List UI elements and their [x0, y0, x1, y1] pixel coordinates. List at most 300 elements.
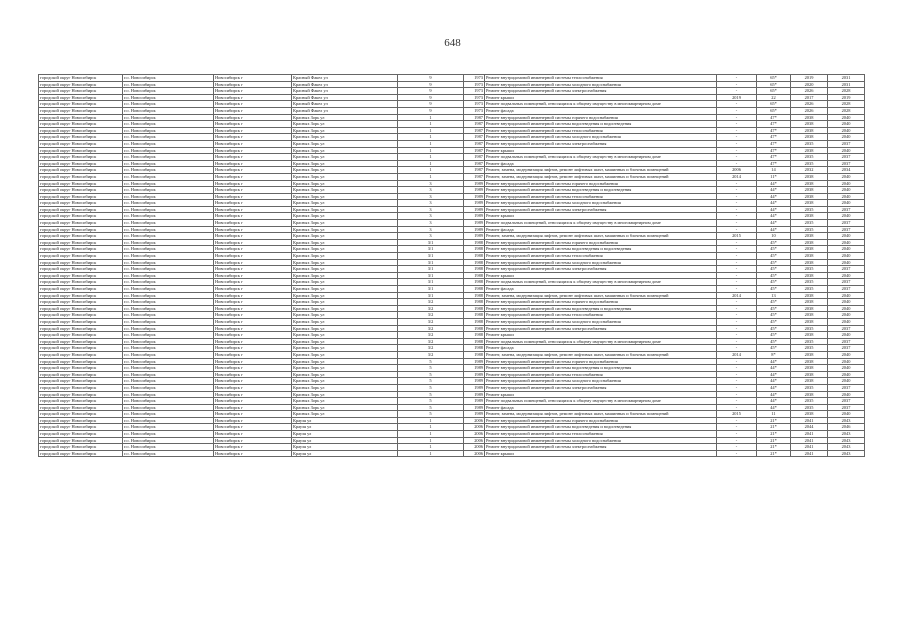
- cell-street: Красный Факел ул: [292, 81, 398, 88]
- table-row: [39, 173, 865, 180]
- cell-plan_to: 2019: [828, 94, 865, 101]
- table-row: [39, 398, 865, 405]
- cell-plan_from: 2041: [791, 437, 828, 444]
- cell-house: 9: [398, 107, 464, 114]
- cell-district: городской округ Новосибирск: [39, 404, 123, 411]
- cell-work: Ремонт внутридомовой инженерной системы горячего водоснабжения: [485, 417, 717, 424]
- cell-settlement: г.о. Новосибирск: [123, 114, 214, 121]
- cell-year: 1989: [464, 220, 485, 227]
- cell-plan_to: 2040: [828, 187, 865, 194]
- cell-plan_to: 2040: [828, 299, 865, 306]
- cell-plan_from: 2038: [791, 147, 828, 154]
- cell-locality: Новосибирск г: [214, 318, 292, 325]
- cell-settlement: г.о. Новосибирск: [123, 259, 214, 266]
- cell-locality: Новосибирск г: [214, 94, 292, 101]
- cell-year: 1989: [464, 187, 485, 194]
- cell-year: 1989: [464, 398, 485, 405]
- cell-house: 5: [398, 378, 464, 385]
- cell-year: 1973: [464, 88, 485, 95]
- cell-work: Ремонт фасада: [485, 160, 717, 167]
- cell-street: Красных Зорь ул: [292, 239, 398, 246]
- cell-locality: Новосибирск г: [214, 206, 292, 213]
- cell-locality: Новосибирск г: [214, 305, 292, 312]
- cell-year: 1973: [464, 107, 485, 114]
- cell-settlement: г.о. Новосибирск: [123, 239, 214, 246]
- cell-work: Ремонт внутридомовой инженерной системы электроснабжения: [485, 206, 717, 213]
- cell-plan_from: 2035: [791, 286, 828, 293]
- cell-house: 9: [398, 101, 464, 108]
- table-row: [39, 121, 865, 128]
- cell-district: городской округ Новосибирск: [39, 239, 123, 246]
- cell-plan_from: 2044: [791, 424, 828, 431]
- cell-settlement: г.о. Новосибирск: [123, 292, 214, 299]
- cell-last_year: -: [717, 391, 757, 398]
- cell-wear: 45*: [757, 325, 791, 332]
- cell-wear: 65*: [757, 88, 791, 95]
- cell-wear: 21*: [757, 437, 791, 444]
- table-row: [39, 206, 865, 213]
- cell-settlement: г.о. Новосибирск: [123, 127, 214, 134]
- table-row: [39, 365, 865, 372]
- cell-plan_to: 2037: [828, 160, 865, 167]
- cell-house: 1: [398, 437, 464, 444]
- cell-plan_from: 2038: [791, 259, 828, 266]
- cell-settlement: г.о. Новосибирск: [123, 325, 214, 332]
- cell-work: Ремонт внутридомовой инженерной системы водоотведения и водоотведения: [485, 305, 717, 312]
- cell-last_year: -: [717, 147, 757, 154]
- cell-settlement: г.о. Новосибирск: [123, 417, 214, 424]
- table-row: [39, 213, 865, 220]
- cell-settlement: г.о. Новосибирск: [123, 411, 214, 418]
- cell-locality: Новосибирск г: [214, 279, 292, 286]
- cell-wear: 47*: [757, 134, 791, 141]
- cell-work: Ремонт внутридомовой инженерной системы горячего водоснабжения: [485, 114, 717, 121]
- cell-locality: Новосибирск г: [214, 398, 292, 405]
- cell-settlement: г.о. Новосибирск: [123, 187, 214, 194]
- cell-plan_to: 2040: [828, 378, 865, 385]
- cell-plan_to: 2037: [828, 325, 865, 332]
- cell-locality: Новосибирск г: [214, 180, 292, 187]
- cell-wear: 44*: [757, 220, 791, 227]
- cell-locality: Новосибирск г: [214, 299, 292, 306]
- table-row: [39, 81, 865, 88]
- cell-locality: Новосибирск г: [214, 371, 292, 378]
- cell-plan_to: 2040: [828, 233, 865, 240]
- cell-last_year: -: [717, 378, 757, 385]
- cell-work: Ремонт внутридомовой инженерной системы теплоснабжения: [485, 127, 717, 134]
- cell-district: городской округ Новосибирск: [39, 424, 123, 431]
- cell-wear: 21*: [757, 450, 791, 457]
- cell-locality: Новосибирск г: [214, 437, 292, 444]
- cell-last_year: -: [717, 345, 757, 352]
- cell-locality: Новосибирск г: [214, 127, 292, 134]
- cell-plan_to: 2040: [828, 371, 865, 378]
- cell-district: городской округ Новосибирск: [39, 292, 123, 299]
- cell-plan_to: 2040: [828, 332, 865, 339]
- cell-wear: 11: [757, 411, 791, 418]
- cell-settlement: г.о. Новосибирск: [123, 279, 214, 286]
- table-row: [39, 279, 865, 286]
- cell-plan_from: 2038: [791, 121, 828, 128]
- cell-street: Красных Зорь ул: [292, 187, 398, 194]
- cell-wear: 45*: [757, 345, 791, 352]
- cell-year: 1987: [464, 114, 485, 121]
- cell-district: городской округ Новосибирск: [39, 345, 123, 352]
- cell-plan_to: 2037: [828, 286, 865, 293]
- cell-year: 2006: [464, 450, 485, 457]
- table-row: [39, 325, 865, 332]
- cell-work: Ремонт крыши: [485, 94, 717, 101]
- cell-work: Ремонт, замена, модернизация лифтов, ремонт лифтовых шахт, машинных и блочных помещений: [485, 233, 717, 240]
- cell-street: Красных Зорь ул: [292, 332, 398, 339]
- cell-settlement: г.о. Новосибирск: [123, 450, 214, 457]
- cell-locality: Новосибирск г: [214, 391, 292, 398]
- cell-settlement: г.о. Новосибирск: [123, 233, 214, 240]
- cell-plan_from: 2038: [791, 332, 828, 339]
- cell-district: городской округ Новосибирск: [39, 121, 123, 128]
- cell-district: городской округ Новосибирск: [39, 312, 123, 319]
- cell-district: городской округ Новосибирск: [39, 114, 123, 121]
- cell-year: 1989: [464, 193, 485, 200]
- cell-district: городской округ Новосибирск: [39, 233, 123, 240]
- cell-locality: Новосибирск г: [214, 253, 292, 260]
- cell-district: городской округ Новосибирск: [39, 134, 123, 141]
- cell-locality: Новосибирск г: [214, 246, 292, 253]
- cell-street: Красных Зорь ул: [292, 266, 398, 273]
- cell-settlement: г.о. Новосибирск: [123, 286, 214, 293]
- cell-street: Красных Зорь ул: [292, 173, 398, 180]
- cell-house: 3/2: [398, 299, 464, 306]
- cell-work: Ремонт крыши: [485, 272, 717, 279]
- cell-work: Ремонт внутридомовой инженерной системы электроснабжения: [485, 444, 717, 451]
- cell-street: Красных Зорь ул: [292, 338, 398, 345]
- cell-locality: Новосибирск г: [214, 450, 292, 457]
- cell-year: 1988: [464, 338, 485, 345]
- cell-district: городской округ Новосибирск: [39, 351, 123, 358]
- cell-settlement: г.о. Новосибирск: [123, 365, 214, 372]
- cell-work: Ремонт внутридомовой инженерной системы горячего водоснабжения: [485, 299, 717, 306]
- cell-last_year: -: [717, 121, 757, 128]
- cell-locality: Новосибирск г: [214, 272, 292, 279]
- cell-last_year: -: [717, 318, 757, 325]
- cell-last_year: -: [717, 450, 757, 457]
- cell-wear: 47*: [757, 154, 791, 161]
- cell-district: городской округ Новосибирск: [39, 279, 123, 286]
- cell-last_year: -: [717, 206, 757, 213]
- table-row: [39, 88, 865, 95]
- cell-house: 1: [398, 424, 464, 431]
- cell-wear: 45*: [757, 253, 791, 260]
- cell-plan_from: 2038: [791, 312, 828, 319]
- cell-work: Ремонт внутридомовой инженерной системы водоотведения и водоотведения: [485, 424, 717, 431]
- table-row: [39, 299, 865, 306]
- cell-locality: Новосибирск г: [214, 312, 292, 319]
- cell-plan_from: 2035: [791, 279, 828, 286]
- table-row: [39, 154, 865, 161]
- table-row: [39, 292, 865, 299]
- cell-house: 3: [398, 206, 464, 213]
- cell-work: Ремонт внутридомовой инженерной системы водоотведения и водоотведения: [485, 246, 717, 253]
- cell-house: 3: [398, 187, 464, 194]
- cell-work: Ремонт, замена, модернизация лифтов, ремонт лифтовых шахт, машинных и блочных помещений: [485, 173, 717, 180]
- cell-plan_to: 2040: [828, 147, 865, 154]
- cell-settlement: г.о. Новосибирск: [123, 404, 214, 411]
- cell-district: городской округ Новосибирск: [39, 101, 123, 108]
- cell-plan_to: 2040: [828, 253, 865, 260]
- table-row: [39, 200, 865, 207]
- table-row: [39, 391, 865, 398]
- cell-plan_to: 2037: [828, 398, 865, 405]
- cell-street: Красных Зорь ул: [292, 292, 398, 299]
- cell-plan_to: 2040: [828, 259, 865, 266]
- cell-work: Ремонт фасада: [485, 345, 717, 352]
- table-row: [39, 134, 865, 141]
- cell-wear: 44*: [757, 187, 791, 194]
- cell-work: Ремонт внутридомовой инженерной системы теплоснабжения: [485, 253, 717, 260]
- cell-locality: Новосибирск г: [214, 259, 292, 266]
- cell-wear: 65*: [757, 81, 791, 88]
- cell-last_year: -: [717, 444, 757, 451]
- cell-street: Красных Зорь ул: [292, 358, 398, 365]
- cell-settlement: г.о. Новосибирск: [123, 206, 214, 213]
- cell-street: Крауля ул: [292, 444, 398, 451]
- cell-district: городской округ Новосибирск: [39, 107, 123, 114]
- cell-settlement: г.о. Новосибирск: [123, 75, 214, 82]
- cell-plan_to: 2037: [828, 206, 865, 213]
- cell-last_year: -: [717, 246, 757, 253]
- cell-last_year: -: [717, 404, 757, 411]
- cell-plan_to: 2037: [828, 345, 865, 352]
- table-row: [39, 233, 865, 240]
- cell-plan_to: 2037: [828, 279, 865, 286]
- table-row: [39, 253, 865, 260]
- cell-last_year: 2015: [717, 411, 757, 418]
- cell-house: 3/2: [398, 312, 464, 319]
- cell-district: городской округ Новосибирск: [39, 94, 123, 101]
- cell-work: Ремонт крыши: [485, 147, 717, 154]
- cell-plan_from: 2038: [791, 200, 828, 207]
- cell-district: городской округ Новосибирск: [39, 75, 123, 82]
- table-row: [39, 239, 865, 246]
- table-row: [39, 246, 865, 253]
- cell-last_year: -: [717, 305, 757, 312]
- cell-plan_from: 2038: [791, 272, 828, 279]
- cell-house: 1: [398, 431, 464, 438]
- cell-settlement: г.о. Новосибирск: [123, 121, 214, 128]
- cell-street: Крауля ул: [292, 417, 398, 424]
- cell-street: Красных Зорь ул: [292, 384, 398, 391]
- cell-house: 3: [398, 180, 464, 187]
- cell-wear: 44*: [757, 384, 791, 391]
- cell-settlement: г.о. Новосибирск: [123, 200, 214, 207]
- cell-locality: Новосибирск г: [214, 239, 292, 246]
- cell-wear: 45*: [757, 239, 791, 246]
- cell-locality: Новосибирск г: [214, 292, 292, 299]
- cell-district: городской округ Новосибирск: [39, 332, 123, 339]
- cell-house: 3/1: [398, 286, 464, 293]
- cell-work: Ремонт крыши: [485, 391, 717, 398]
- cell-wear: 45*: [757, 312, 791, 319]
- cell-district: городской округ Новосибирск: [39, 259, 123, 266]
- cell-plan_to: 2034: [828, 167, 865, 174]
- cell-year: 2006: [464, 417, 485, 424]
- table-row: [39, 444, 865, 451]
- cell-plan_from: 2041: [791, 444, 828, 451]
- table-row: [39, 147, 865, 154]
- cell-wear: 45*: [757, 279, 791, 286]
- cell-plan_from: 2032: [791, 167, 828, 174]
- cell-locality: Новосибирск г: [214, 325, 292, 332]
- cell-work: Ремонт подвальных помещений, относящихся к общему имуществу в многоквартирном доме: [485, 101, 717, 108]
- cell-year: 2006: [464, 431, 485, 438]
- cell-last_year: -: [717, 358, 757, 365]
- cell-plan_from: 2038: [791, 180, 828, 187]
- cell-street: Крауля ул: [292, 431, 398, 438]
- cell-settlement: г.о. Новосибирск: [123, 94, 214, 101]
- cell-last_year: -: [717, 180, 757, 187]
- cell-house: 5: [398, 404, 464, 411]
- cell-settlement: г.о. Новосибирск: [123, 318, 214, 325]
- cell-locality: Новосибирск г: [214, 351, 292, 358]
- cell-plan_to: 2040: [828, 200, 865, 207]
- cell-wear: 44*: [757, 206, 791, 213]
- cell-district: городской округ Новосибирск: [39, 173, 123, 180]
- cell-settlement: г.о. Новосибирск: [123, 299, 214, 306]
- cell-last_year: 2006: [717, 167, 757, 174]
- cell-plan_to: 2040: [828, 213, 865, 220]
- cell-street: Красных Зорь ул: [292, 193, 398, 200]
- cell-wear: 45*: [757, 272, 791, 279]
- cell-wear: 44*: [757, 378, 791, 385]
- cell-district: городской округ Новосибирск: [39, 371, 123, 378]
- cell-plan_from: 2019: [791, 75, 828, 82]
- cell-year: 1988: [464, 246, 485, 253]
- cell-wear: 44*: [757, 365, 791, 372]
- cell-last_year: -: [717, 384, 757, 391]
- cell-work: Ремонт внутридомовой инженерной системы холодного водоснабжения: [485, 259, 717, 266]
- cell-plan_from: 2035: [791, 398, 828, 405]
- cell-wear: 44*: [757, 226, 791, 233]
- cell-last_year: -: [717, 371, 757, 378]
- cell-house: 3/1: [398, 279, 464, 286]
- cell-wear: 44*: [757, 193, 791, 200]
- table-row: [39, 107, 865, 114]
- cell-plan_to: 2043: [828, 431, 865, 438]
- cell-last_year: 2015: [717, 233, 757, 240]
- cell-street: Красных Зорь ул: [292, 127, 398, 134]
- cell-district: городской округ Новосибирск: [39, 154, 123, 161]
- cell-plan_from: 2035: [791, 226, 828, 233]
- cell-settlement: г.о. Новосибирск: [123, 371, 214, 378]
- cell-last_year: -: [717, 200, 757, 207]
- cell-wear: 44*: [757, 398, 791, 405]
- cell-locality: Новосибирск г: [214, 167, 292, 174]
- cell-settlement: г.о. Новосибирск: [123, 266, 214, 273]
- cell-street: Красных Зорь ул: [292, 134, 398, 141]
- cell-wear: 47*: [757, 127, 791, 134]
- cell-district: городской округ Новосибирск: [39, 81, 123, 88]
- cell-settlement: г.о. Новосибирск: [123, 431, 214, 438]
- cell-year: 1988: [464, 325, 485, 332]
- cell-street: Красных Зорь ул: [292, 213, 398, 220]
- cell-year: 1987: [464, 140, 485, 147]
- cell-work: Ремонт крыши: [485, 332, 717, 339]
- cell-plan_to: 2040: [828, 351, 865, 358]
- cell-locality: Новосибирск г: [214, 338, 292, 345]
- cell-work: Ремонт внутридомовой инженерной системы холодного водоснабжения: [485, 318, 717, 325]
- cell-plan_from: 2035: [791, 404, 828, 411]
- cell-settlement: г.о. Новосибирск: [123, 345, 214, 352]
- cell-last_year: -: [717, 239, 757, 246]
- cell-locality: Новосибирск г: [214, 173, 292, 180]
- cell-work: Ремонт внутридомовой инженерной системы водоотведения и водоотведения: [485, 121, 717, 128]
- cell-year: 2006: [464, 444, 485, 451]
- cell-street: Красных Зорь ул: [292, 200, 398, 207]
- cell-plan_to: 2028: [828, 107, 865, 114]
- cell-house: 1: [398, 127, 464, 134]
- cell-work: Ремонт внутридомовой инженерной системы холодного водоснабжения: [485, 378, 717, 385]
- cell-locality: Новосибирск г: [214, 213, 292, 220]
- cell-last_year: -: [717, 365, 757, 372]
- cell-plan_from: 2038: [791, 173, 828, 180]
- cell-work: Ремонт подвальных помещений, относящихся к общему имуществу в многоквартирном доме: [485, 398, 717, 405]
- cell-plan_from: 2041: [791, 417, 828, 424]
- cell-settlement: г.о. Новосибирск: [123, 88, 214, 95]
- cell-work: Ремонт внутридомовой инженерной системы теплоснабжения: [485, 75, 717, 82]
- cell-district: городской округ Новосибирск: [39, 318, 123, 325]
- cell-street: Красных Зорь ул: [292, 154, 398, 161]
- cell-district: городской округ Новосибирск: [39, 444, 123, 451]
- cell-plan_from: 2020: [791, 81, 828, 88]
- cell-settlement: г.о. Новосибирск: [123, 351, 214, 358]
- cell-year: 1987: [464, 173, 485, 180]
- cell-house: 3/1: [398, 253, 464, 260]
- cell-wear: 45*: [757, 246, 791, 253]
- cell-settlement: г.о. Новосибирск: [123, 81, 214, 88]
- cell-wear: 11*: [757, 173, 791, 180]
- cell-settlement: г.о. Новосибирск: [123, 253, 214, 260]
- cell-wear: 47*: [757, 140, 791, 147]
- cell-year: 1987: [464, 127, 485, 134]
- table-row: [39, 378, 865, 385]
- cell-year: 1989: [464, 404, 485, 411]
- cell-year: 1987: [464, 134, 485, 141]
- cell-plan_to: 2043: [828, 450, 865, 457]
- cell-work: Ремонт подвальных помещений, относящихся к общему имуществу в многоквартирном доме: [485, 220, 717, 227]
- cell-settlement: г.о. Новосибирск: [123, 391, 214, 398]
- table-row: [39, 226, 865, 233]
- cell-wear: 45*: [757, 332, 791, 339]
- cell-house: 3: [398, 193, 464, 200]
- cell-last_year: -: [717, 220, 757, 227]
- cell-last_year: 2014: [717, 292, 757, 299]
- cell-street: Красных Зорь ул: [292, 398, 398, 405]
- table-row: [39, 404, 865, 411]
- cell-wear: 45*: [757, 318, 791, 325]
- cell-locality: Новосибирск г: [214, 187, 292, 194]
- cell-plan_to: 2040: [828, 121, 865, 128]
- cell-plan_to: 2040: [828, 272, 865, 279]
- cell-locality: Новосибирск г: [214, 404, 292, 411]
- cell-plan_to: 2043: [828, 417, 865, 424]
- cell-district: городской округ Новосибирск: [39, 200, 123, 207]
- cell-wear: 13: [757, 292, 791, 299]
- cell-year: 1989: [464, 371, 485, 378]
- cell-last_year: 2014: [717, 173, 757, 180]
- cell-year: 1988: [464, 272, 485, 279]
- cell-wear: 44*: [757, 200, 791, 207]
- cell-wear: 44*: [757, 404, 791, 411]
